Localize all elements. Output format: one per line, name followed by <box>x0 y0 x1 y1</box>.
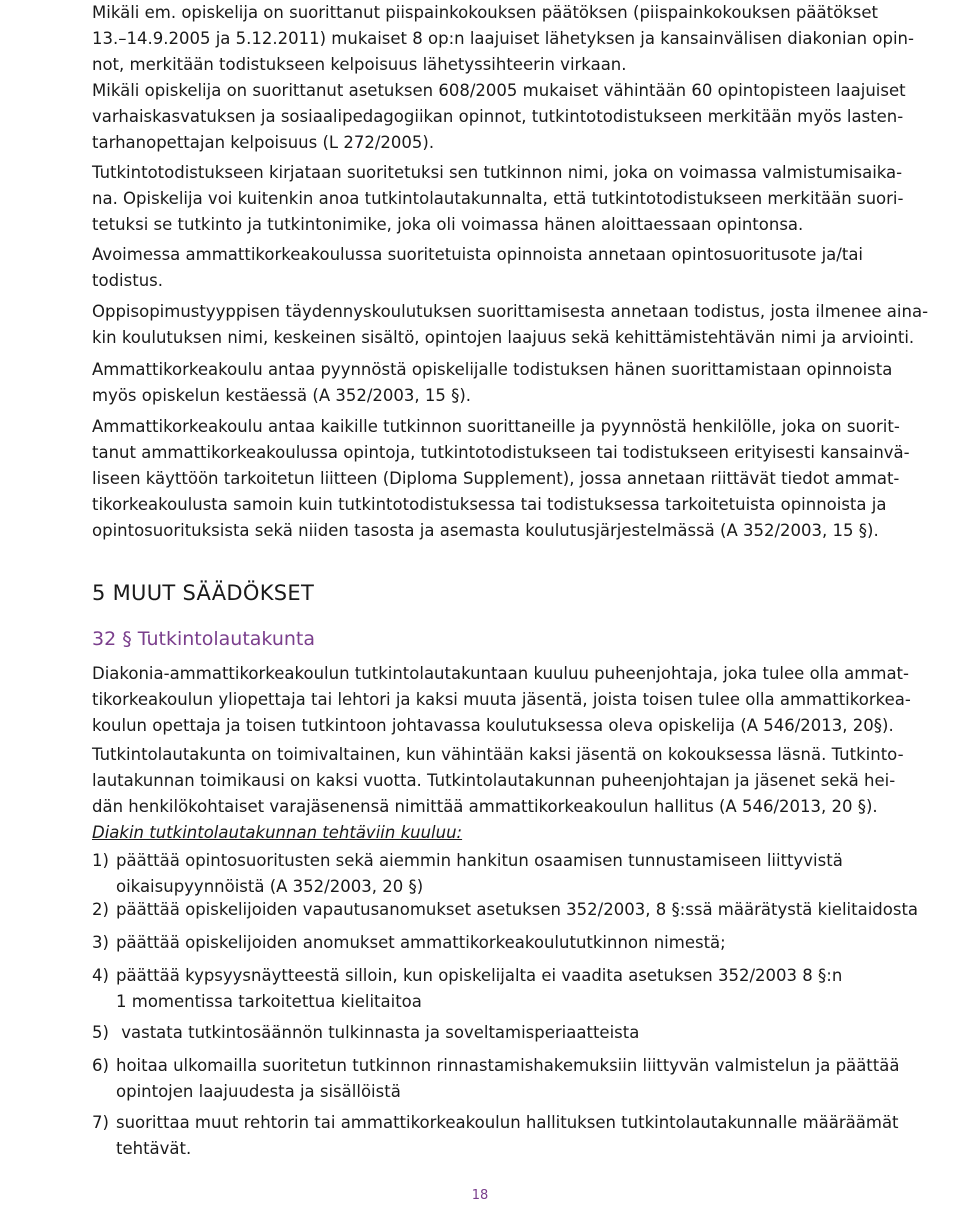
text-line: tanut ammattikorkeakoulussa opintoja, tutkintotodistukseen tai todistukseen erityisesti kansainvä- <box>92 443 910 462</box>
text-line: vastata tutkintosäännön tulkinnasta ja soveltamisperiaatteista <box>116 1023 640 1042</box>
paragraph-toimivalta <box>92 742 904 820</box>
text-line: Tutkintotodistukseen kirjataan suoritetuksi sen tutkinnon nimi, joka on voimassa valmistumisaika- <box>92 163 903 182</box>
text-line: na. Opiskelija voi kuitenkin anoa tutkintolautakunnalta, että tutkintotodistukseen merkitään suori- <box>92 189 904 208</box>
paragraph-diploma-supplement <box>92 414 910 544</box>
text-line: liseen käyttöön tarkoitetun liitteen (Diploma Supplement), jossa annetaan riittävät tiedot ammat- <box>92 469 900 488</box>
text-line: päättää kypsyysnäytteestä silloin, kun opiskelijalta ei vaadita asetuksen 352/2003 8 §:n <box>116 966 843 985</box>
text-line: not, merkitään todistukseen kelpoisuus lähetyssihteerin virkaan. <box>92 55 627 74</box>
text-line: tetuksi se tutkinto ja tutkintonimike, joka oli voimassa hänen aloittaessaan opintonsa. <box>92 215 804 234</box>
text-line: lautakunnan toimikausi on kaksi vuotta. Tutkintolautakunnan puheenjohtajan ja jäsenet sekä hei- <box>92 771 896 790</box>
text-line: Diakonia-ammattikorkeakoulun tutkintolautakuntaan kuuluu puheenjohtaja, joka tulee olla ammat- <box>92 664 909 683</box>
paragraph-tutkinnon-nimi <box>92 160 904 238</box>
text-line: Tutkintolautakunta on toimivaltainen, kun vähintään kaksi jäsentä on kokouksessa läsnä. Tutkinto- <box>92 745 904 764</box>
text-line: päättää opiskelijoiden anomukset ammattikorkeakoulututkinnon nimestä; <box>116 933 726 952</box>
text-line: päättää opiskelijoiden vapautusanomukset asetuksen 352/2003, 8 §:ssä määrätystä kielitaidosta <box>116 900 919 919</box>
list-item-number: 3) <box>92 933 109 952</box>
text-line: päättää opintosuoritusten sekä aiemmin hankitun osaamisen tunnustamiseen liittyvistä <box>116 851 843 870</box>
text-line: Oppisopimustyyppisen täydennyskoulutuksen suorittamisesta annetaan todistus, josta ilmenee aina- <box>92 302 929 321</box>
text-line: 1 momentissa tarkoitettua kielitaitoa <box>116 992 422 1011</box>
list-item <box>92 848 882 900</box>
text-line: varhaiskasvatuksen ja sosiaalipedagogiikan opinnot, tutkintotodistukseen merkitään myös lasten- <box>92 107 904 126</box>
text-line: tikorkeakoulusta samoin kuin tutkintotodistuksessa tai todistuksessa tarkoitetuista opinnoista ja <box>92 495 887 514</box>
paragraph-avoin-amk <box>92 242 872 294</box>
list-item-number: 5) <box>92 1023 109 1042</box>
text-line: todistus. <box>92 271 163 290</box>
text-line: dän henkilökohtaiset varajäsenensä nimittää ammattikorkeakoulun hallitus (A 546/2013, 20 §). <box>92 797 878 816</box>
list-item <box>92 930 882 956</box>
text-line: Avoimessa ammattikorkeakoulussa suoritetuista opinnoista annetaan opintosuoritusote ja/tai <box>92 245 864 264</box>
list-lead: Diakin tutkintolautakunnan tehtäviin kuuluu: <box>92 823 463 842</box>
text-line: Mikäli em. opiskelija on suorittanut piispainkokouksen päätöksen (piispainkokouksen päätökset <box>92 3 878 22</box>
text-line: hoitaa ulkomailla suoritetun tutkinnon rinnastamishakemuksiin liittyvän valmistelun ja päättää <box>116 1056 900 1075</box>
paragraph-todistus-pyynnosta <box>92 357 893 409</box>
text-line: Ammattikorkeakoulu antaa pyynnöstä opiskelijalle todistuksen hänen suorittamistaan opinnoista <box>92 360 893 379</box>
list-item <box>92 897 919 923</box>
text-line: kin koulutuksen nimi, keskeinen sisältö, opintojen laajuus sekä kehittämistehtävän nimi ja arviointi. <box>92 328 915 347</box>
text-line: tikorkeakoulun yliopettaja tai lehtori ja kaksi muuta jäsentä, joista toisen tulee olla ammattikorkea- <box>92 690 911 709</box>
section-heading: 5 MUUT SÄÄDÖKSET <box>92 581 315 605</box>
list-item <box>92 1110 899 1162</box>
paragraph-oppisopimus <box>92 299 929 351</box>
paragraph-lautakunnan-kokoonpano <box>92 661 911 739</box>
list-item-number: 1) <box>92 851 109 870</box>
list-item-number: 6) <box>92 1056 109 1075</box>
list-item-number: 2) <box>92 900 109 919</box>
list-item-number: 7) <box>92 1113 109 1132</box>
text-line: myös opiskelun kestäessä (A 352/2003, 15 §). <box>92 386 472 405</box>
list-item-number: 4) <box>92 966 109 985</box>
list-item <box>92 1053 900 1105</box>
text-line: opintojen laajuudesta ja sisällöistä <box>116 1082 401 1101</box>
text-line: suorittaa muut rehtorin tai ammattikorkeakoulun hallituksen tutkintolautakunnalle määräämät <box>116 1113 899 1132</box>
paragraph-lahetyssihteeri <box>92 0 914 78</box>
paragraph-lastentarhanopettaja <box>92 78 906 156</box>
text-line: tehtävät. <box>116 1139 192 1158</box>
list-item <box>92 1020 882 1046</box>
text-line: Mikäli opiskelija on suorittanut asetuksen 608/2005 mukaiset vähintään 60 opintopisteen laajuiset <box>92 81 906 100</box>
text-line: koulun opettaja ja toisen tutkintoon johtavassa koulutuksessa oleva opiskelija (A 546/2013, 20§). <box>92 716 894 735</box>
subsection-heading: 32 § Tutkintolautakunta <box>92 628 316 650</box>
page-number: 18 <box>471 1188 489 1203</box>
text-line: Ammattikorkeakoulu antaa kaikille tutkinnon suorittaneille ja pyynnöstä henkilölle, joka on suorit- <box>92 417 900 436</box>
text-line: oikaisupyynnöistä (A 352/2003, 20 §) <box>116 877 424 896</box>
text-line: 13.–14.9.2005 ja 5.12.2011) mukaiset 8 op:n laajuiset lähetyksen ja kansainvälisen diakonian opin- <box>92 29 914 48</box>
text-line: tarhanopettajan kelpoisuus (L 272/2005). <box>92 133 435 152</box>
list-item <box>92 963 882 1015</box>
text-line: opintosuorituksista sekä niiden tasosta ja asemasta koulutusjärjestelmässä (A 352/2003, 15 §). <box>92 521 879 540</box>
